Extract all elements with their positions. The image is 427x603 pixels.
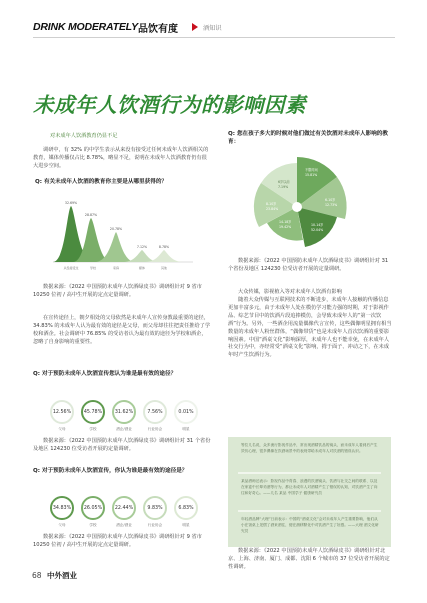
circle-label: 学校 [89, 523, 97, 527]
circle-label: 酒企/酒业 [116, 427, 132, 431]
header-subsection: 酒知识 [203, 25, 222, 32]
radial-value-5: 23.84% [266, 207, 279, 211]
education-source-chart [53, 200, 193, 278]
quote-text-2: 某品酒师还表示：影视作品中青春、浪漫的饮酒镜头、饮酒与社交之间的联系、以及在家宴中长辈劝酒等行为，都让未成年人对酒精产生了错误的认知，对饮酒产生了向往和好奇心。——几名 某品 中国学子 健康研究员 [241, 479, 378, 495]
right-para4-text: 数据来源：《2022 中国预防未成年人饮酒绿皮书》调研组针对北京、上海、济南、厦门、成都、沈阳 6 个城市的 37 位受访者开展的定性调研。 [228, 548, 390, 570]
quote-box [228, 437, 391, 547]
left-para5-text: 数据来源：《2022 中国预防未成年人饮酒绿皮书》调研组针对 9 省市 10250 位初 / 高中生开展的定点定量调研。 [33, 534, 202, 548]
circle-row-1 [48, 400, 200, 432]
right-para3-text: 随着大众传媒与互联网技术的不断进步，未成年人接触的传播信息更加丰富多元，由于未成年人处在模仿学习能力强的时期，对于影视作品、综艺节目中的饮酒片段追捧模仿，会导致未成年人的“第一次饮酒”行为。另外，一些酒企用流量偶像代言宣传，这些偶像明星拥有相当数量的未成年人粉丝群体，“偶像带货”也是未成年人首次饮酒的重要影响因素。中国“酒桌文化”影响深厚，未成年人也不能幸免，在未成年人社交行为中，亦经常受“酒桌文化”影响，拇于面子、冲动之下，在未成年时产生饮酒行为。 [228, 297, 392, 359]
education-age-radial-chart [232, 149, 362, 249]
left-paragraph-4 [33, 438, 211, 455]
circle-label: 明星 [182, 427, 190, 431]
article-title: 未成年人饮酒行为的影响因素 [33, 93, 306, 117]
question-3: Q: 对于预防未成年人饮酒宣传，你认为谁是最有效的途径是？ [33, 468, 188, 474]
chart1-category-1: 从没接受过 [63, 266, 79, 270]
radial-center [292, 202, 302, 212]
circle-ring: 34.83% [50, 496, 74, 520]
chart1-value-5: 8.78% [158, 245, 170, 249]
radial-value-1: 15.81% [305, 173, 318, 177]
chart1-category-4: 媒体 [138, 266, 146, 270]
question-1: Q: 有关未成年人饮酒的教育你主要是从哪里获得的？ [35, 179, 168, 185]
right-para1-text: 数据来源：《2022 中国预防未成年人饮酒绿皮书》调研组针对 31 个省份及地区 124230 位受访者开展的定量调研。 [228, 258, 389, 272]
chart1-value-2: 28.87% [84, 213, 98, 217]
chart1-value-4: 7.12% [136, 245, 148, 249]
circle-ring: 45.78% [81, 400, 105, 424]
circle-item [48, 400, 76, 432]
left-para1-text: 调研中，有 32% 的中学生表示从来没有接受过任何未成年人饮酒相关的教育，媒体传播仅占比 8.78%，略显不足，说明在未成年人饮酒教育仍有很大进步空间。 [33, 147, 209, 169]
radial-label-6: 6岁以前 [278, 180, 290, 184]
left-paragraph-5 [33, 534, 211, 551]
circle-item [79, 496, 107, 528]
chart1-value-3: 20.78% [109, 227, 123, 231]
quote-text-3: 年轻酒品牌“大理”日前表示：中国的“酒桌文化”会对未成年人产生重要影响，他们从小在饭桌上见惯了酒来酒往，便在潜移默化中对饮酒产生了好感。——大理 酒文化研究员 [241, 517, 379, 533]
radial-label-4: 14-18岁 [279, 220, 292, 224]
radial-label-1: 不限时间 [305, 168, 318, 172]
circle-item [48, 496, 76, 528]
header-section: 品饮有度 [138, 24, 178, 35]
right-paragraph-4 [228, 548, 393, 573]
chart1-category-5: 其他 [160, 266, 168, 270]
right-paragraph-1 [228, 258, 393, 275]
header-divider [33, 37, 395, 38]
circle-ring: 31.62% [112, 400, 136, 424]
circle-label: 学校 [89, 427, 97, 431]
radial-label-5: 8-10岁 [266, 202, 277, 206]
circle-label: 父母 [58, 427, 66, 431]
radial-label-2: 6-10岁 [325, 198, 336, 202]
magazine-name: 中外酒业 [47, 571, 77, 580]
chart1-category-3: 家庭 [112, 266, 120, 270]
header-arrow-icon [192, 23, 198, 31]
circle-row-2 [48, 496, 200, 528]
radial-value-3: 52.04% [311, 228, 324, 232]
chart1-value-1: 32.69% [64, 201, 78, 205]
right-paragraph-3 [228, 297, 393, 361]
circle-ring: 6.83% [174, 496, 198, 520]
circle-item [141, 496, 169, 528]
left-para2-text: 数据来源：《2022 中国预防未成年人饮酒绿皮书》调研组针对 9 省市 10250 位初 / 高中生开展的定点定量调研。 [33, 284, 202, 298]
circle-label: 行业协会 [147, 523, 163, 527]
left-paragraph-2 [33, 284, 211, 301]
circle-label: 行业协会 [147, 427, 163, 431]
question-4: Q: 您在孩子多大的时候对他们做过有关饮酒对未成年人影响的教育： [228, 131, 388, 145]
radial-value-6: 7.19% [278, 185, 289, 189]
radial-label-3: 10-14岁 [311, 223, 324, 227]
left-paragraph-1 [33, 147, 211, 172]
circle-label: 明星 [182, 523, 190, 527]
left-para3-text: 在宣传途径上，朝夕相处的父母依然是未成年人宣传身教最重要的途径，34.83% 的未成年人认为最有效的途径是父母，而父母却往往把责任推给了学校和酒企。社会调研中 76.85% 的受访者认为最有效的途径为学校和酒企，忽略了自身影响的重要性。 [33, 315, 211, 345]
circle-ring: 22.44% [112, 496, 136, 520]
circle-ring: 0.01% [174, 400, 198, 424]
page-number: 68 [32, 571, 42, 580]
quote-text-1: 等位几名说，众多流行影视作品中，常出现酒精饮品的镜头，而未成年人看到后产生效仿心理，很多偶像在饮酒场景中的表现带给未成年人对饮酒的错误认识。 [241, 443, 378, 453]
header-brand: DRINK MODERATELY [33, 21, 138, 33]
circle-ring: 12.56% [50, 400, 74, 424]
circle-ring: 26.05% [81, 496, 105, 520]
quote-divider [238, 472, 381, 474]
circle-label: 父母 [58, 523, 66, 527]
circle-item [79, 400, 107, 432]
radial-value-2: 12.73% [325, 203, 338, 207]
circle-item [141, 400, 169, 432]
left-paragraph-3 [33, 315, 211, 348]
circle-ring: 7.56% [143, 400, 167, 424]
circle-item [172, 496, 200, 528]
circle-item [110, 496, 138, 528]
circle-ring: 9.83% [143, 496, 167, 520]
circle-item [172, 400, 200, 432]
chart1-category-2: 学校 [89, 266, 97, 270]
circle-label: 酒企/酒业 [116, 523, 132, 527]
left-subheading: 对未成年人饮酒教育仍显不足 [50, 133, 118, 139]
right-para2-text: 大众传媒，影视植入等对未成年人饮酒有影响 [238, 289, 342, 295]
left-para4-text: 数据来源：《2022 中国预防未成年人饮酒绿皮书》调研组针对 31 个省份及地区 124230 位受访者开展的定量调研。 [33, 438, 211, 452]
question-2: Q: 对于预防未成年人饮酒宣传您认为谁是最有效的途径？ [33, 371, 177, 377]
quote-divider [238, 510, 381, 512]
radial-value-4: 19.42% [279, 225, 292, 229]
circle-item [110, 400, 138, 432]
